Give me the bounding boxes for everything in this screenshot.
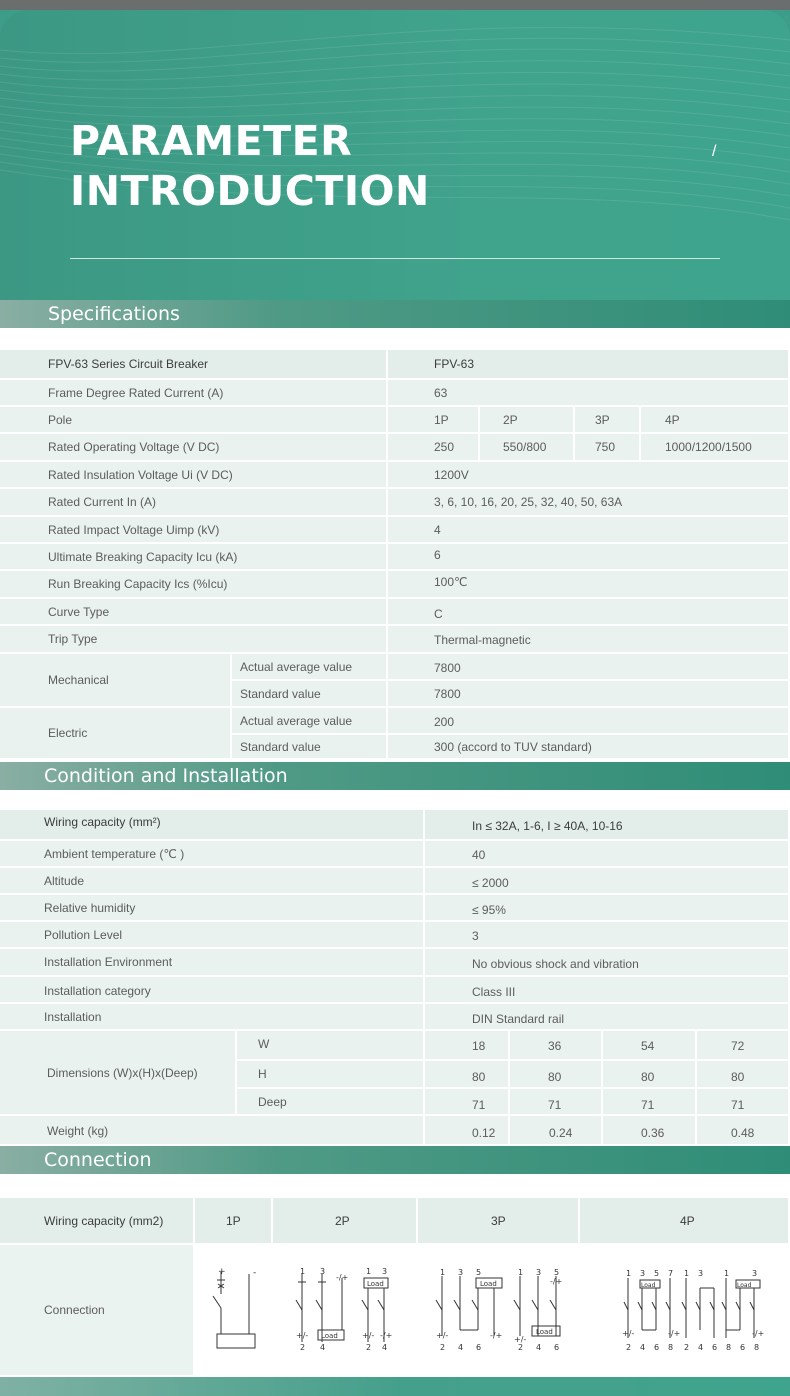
svg-text:2: 2 [626,1343,632,1352]
svg-text:3: 3 [320,1267,326,1276]
cond-dimensions-d-2: 71 [510,1089,603,1116]
svg-text:+/-: +/- [296,1331,309,1340]
spec-electric-actual-value: 200 [388,708,790,735]
spec-electric-standard-label: Standard value [232,735,388,760]
spec-trip-value: Thermal-magnetic [388,626,790,654]
svg-text:3: 3 [698,1269,704,1278]
spec-icu-label: Ultimate Breaking Capacity Icu (kA) [0,544,388,571]
svg-text:+/-: +/- [622,1329,635,1338]
svg-text:7: 7 [668,1269,674,1278]
spec-voltage-label: Rated Operating Voltage (V DC) [0,434,388,462]
spec-mechanical-standard-value: 7800 [388,681,790,708]
spec-curve-value: C [388,599,790,626]
wiring-diagram-3p [432,1266,572,1352]
diag-1p-plus: + [218,1267,226,1277]
cond-weight-4: 0.48 [697,1116,790,1146]
section-bar-specifications [0,300,790,328]
conn-pole-1p: 1P [195,1198,273,1245]
cond-dimensions-w-3: 54 [603,1031,697,1061]
spec-mechanical-label: Mechanical [0,654,232,708]
svg-text:6: 6 [712,1343,718,1352]
spec-header-label: FPV-63 Series Circuit Breaker [0,350,388,380]
svg-text:6: 6 [476,1343,482,1352]
spec-trip-label: Trip Type [0,626,388,654]
cond-dimensions-label: Dimensions (W)x(H)x(Deep) [0,1031,237,1116]
spec-frame-value: 63 [388,380,790,407]
cond-dimensions-h-label: H [237,1061,425,1089]
section-bar-connection [0,1146,790,1174]
spec-pole-2p: 2P [480,407,575,434]
svg-text:Load: Load [536,1328,553,1336]
svg-text:3: 3 [536,1268,542,1277]
svg-text:3: 3 [458,1268,464,1277]
cond-category-label: Installation category [0,977,425,1004]
spec-pole-1p: 1P [388,407,480,434]
cond-weight-3: 0.36 [603,1116,697,1146]
section-title-connection: Connection [44,1149,152,1171]
svg-text:6: 6 [654,1343,660,1352]
spec-electric-label: Electric [0,708,232,760]
svg-text:Load: Load [737,1282,752,1289]
cond-dimensions-w-4: 72 [697,1031,790,1061]
spec-pole-label: Pole [0,407,388,434]
conn-pole-3p: 3P [418,1198,580,1245]
cond-dimensions-w-label: W [237,1031,425,1061]
cond-dimensions-w-1: 18 [425,1031,510,1061]
svg-text:8: 8 [668,1343,674,1352]
cond-altitude-value: ≤ 2000 [425,868,790,895]
svg-text:2: 2 [518,1343,524,1352]
svg-text:4: 4 [458,1343,464,1352]
svg-text:1: 1 [518,1268,524,1277]
cond-altitude-label: Altitude [0,868,425,895]
bottom-strip [0,1377,790,1396]
svg-text:Load: Load [641,1282,656,1289]
svg-text:3: 3 [382,1267,388,1276]
cond-wiring-value: In ≤ 32A, 1-6, I ≥ 40A, 10-16 [425,810,790,841]
svg-text:-/+: -/+ [752,1329,765,1338]
svg-text:1: 1 [440,1268,446,1277]
spec-header-value: FPV-63 [388,350,790,380]
cond-wiring-label: Wiring capacity (mm²) [0,810,425,841]
spec-insulation-value: 1200V [388,462,790,489]
svg-text:2: 2 [366,1343,372,1352]
cond-dimensions-h-4: 80 [697,1061,790,1089]
spec-mechanical-actual-value: 7800 [388,654,790,681]
svg-text:1: 1 [724,1269,730,1278]
wiring-diagram-4p [620,1266,770,1352]
wiring-diagram-1p [205,1266,263,1352]
cond-humidity-label: Relative humidity [0,895,425,922]
wiring-diagram-2p [292,1266,400,1352]
cond-category-value: Class III [425,977,790,1004]
svg-text:+/-: +/- [436,1331,449,1340]
cond-installation-value: DIN Standard rail [425,1004,790,1031]
page-title-line-1: PARAMETER [70,117,353,165]
conn-wiring-label: Wiring capacity (mm2) [0,1198,195,1245]
svg-text:6: 6 [740,1343,746,1352]
cond-dimensions-h-3: 80 [603,1061,697,1089]
hero-banner [0,0,790,300]
conn-pole-4p: 4P [580,1198,790,1245]
cond-weight-1: 0.12 [425,1116,510,1146]
cond-dimensions-h-2: 80 [510,1061,603,1089]
svg-text:4: 4 [382,1343,388,1352]
section-title-condition: Condition and Installation [44,765,288,787]
page-title [70,116,430,216]
spec-mechanical-actual-label: Actual average value [232,654,388,681]
spec-impact-label: Rated Impact Voltage Uimp (kV) [0,517,388,544]
section-title-specifications: Specifications [48,303,180,325]
svg-text:Load: Load [367,1280,384,1288]
svg-text:5: 5 [476,1268,482,1277]
svg-text:Load: Load [321,1332,338,1340]
spec-electric-actual-label: Actual average value [232,708,388,735]
cond-dimensions-w-2: 36 [510,1031,603,1061]
cond-installation-label: Installation [0,1004,425,1031]
svg-text:4: 4 [536,1343,542,1352]
page-title-line-2: INTRODUCTION [70,167,430,215]
svg-text:-/+: -/+ [380,1331,393,1340]
svg-text:5: 5 [554,1268,560,1277]
spec-current-value: 3, 6, 10, 16, 20, 25, 32, 40, 50, 63A [388,489,790,517]
condition-table [0,810,790,1146]
svg-text:8: 8 [754,1343,760,1352]
spec-insulation-label: Rated Insulation Voltage Ui (V DC) [0,462,388,489]
spec-voltage-3p: 750 [575,434,641,462]
cond-dimensions-d-4: 71 [697,1089,790,1116]
cond-humidity-value: ≤ 95% [425,895,790,922]
svg-text:Load: Load [480,1280,497,1288]
section-bar-condition [0,762,790,790]
spec-current-label: Rated Current In (A) [0,489,388,517]
svg-text:1: 1 [300,1267,306,1276]
spec-ics-label: Run Breaking Capacity Ics (%Icu) [0,571,388,599]
cond-ambient-value: 40 [425,841,790,868]
svg-text:4: 4 [640,1343,646,1352]
cond-environment-value: No obvious shock and vibration [425,949,790,977]
spec-pole-3p: 3P [575,407,641,434]
svg-text:5: 5 [654,1269,660,1278]
spec-pole-4p: 4P [641,407,790,434]
svg-text:1: 1 [366,1267,372,1276]
svg-text:1: 1 [684,1269,690,1278]
specifications-table [0,350,790,760]
svg-text:3: 3 [640,1269,646,1278]
diag-1p-minus: - [253,1268,257,1278]
cond-ambient-label: Ambient temperature (℃ ) [0,841,425,868]
cond-dimensions-d-label: Deep [237,1089,425,1116]
cond-dimensions-d-1: 71 [425,1089,510,1116]
svg-text:2: 2 [684,1343,690,1352]
cond-pollution-label: Pollution Level [0,922,425,949]
spec-frame-label: Frame Degree Rated Current (A) [0,380,388,407]
svg-text:6: 6 [554,1343,560,1352]
cond-weight-label: Weight (kg) [0,1116,425,1146]
spec-curve-label: Curve Type [0,599,388,626]
svg-text:3: 3 [752,1269,758,1278]
svg-text:4: 4 [320,1343,326,1352]
spec-mechanical-standard-label: Standard value [232,681,388,708]
spec-voltage-1p: 250 [388,434,480,462]
svg-text:+/-: +/- [514,1335,527,1344]
svg-text:4: 4 [698,1343,704,1352]
cond-dimensions-h-1: 80 [425,1061,510,1089]
hero-slash-mark: / [712,143,717,160]
svg-text:8: 8 [726,1343,732,1352]
cond-weight-2: 0.24 [510,1116,603,1146]
svg-text:-/+: -/+ [490,1331,503,1340]
spec-electric-standard-value: 300 (accord to TUV standard) [388,735,790,760]
cond-dimensions-d-3: 71 [603,1089,697,1116]
hero-divider [70,258,720,259]
hero-top-strip [0,0,790,10]
svg-text:-/+: -/+ [336,1273,349,1282]
svg-text:-/+: -/+ [668,1329,681,1338]
svg-text:+/-: +/- [362,1331,375,1340]
conn-pole-2p: 2P [273,1198,418,1245]
spec-voltage-4p: 1000/1200/1500 [641,434,790,462]
spec-voltage-2p: 550/800 [480,434,575,462]
cond-pollution-value: 3 [425,922,790,949]
spec-icu-value: 6 [388,544,790,571]
svg-text:-/+: -/+ [550,1277,563,1286]
svg-text:2: 2 [440,1343,446,1352]
spec-impact-value: 4 [388,517,790,544]
svg-text:1: 1 [626,1269,632,1278]
spec-ics-value: 100℃ [388,571,790,599]
hero-card [0,10,790,300]
svg-text:2: 2 [300,1343,306,1352]
cond-environment-label: Installation Environment [0,949,425,977]
conn-row-label: Connection [0,1245,195,1377]
